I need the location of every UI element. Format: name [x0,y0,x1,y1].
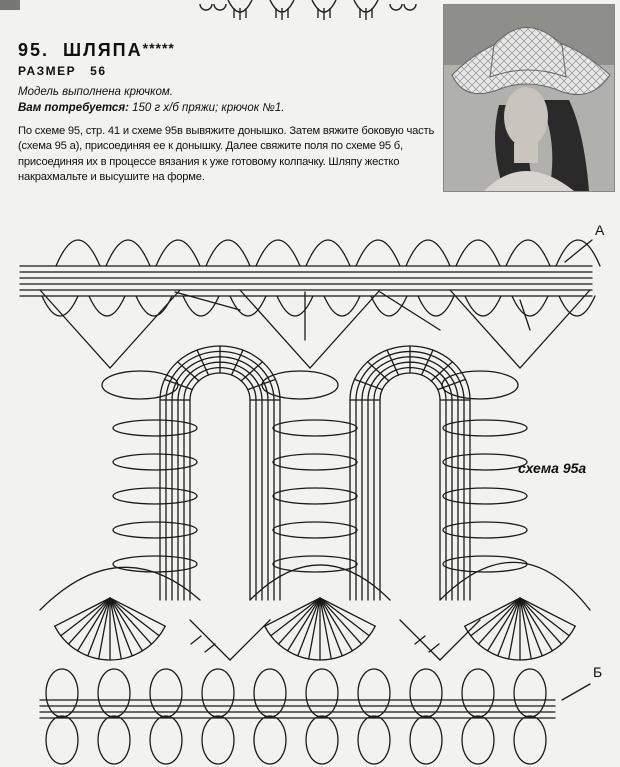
materials-text: 150 г х/б пряжи; крючок №1. [132,102,285,114]
marker-b: Б [593,664,603,680]
marker-a: А [595,222,605,238]
materials-label: Вам потребуется: [18,102,129,114]
pattern-title: ШЛЯПА [63,40,143,60]
instructions-text: По схеме 95, стр. 41 и схеме 95в вывяжите донышко. Затем вяжите боковую часть (схема 95 а), присоединяя ее к донышку. Далее свяжите поля по схеме 95 б, присоединяя их в процессе вязания к уже готовому колпачку. Шляпу жестко накрахмальте и высушите на форме. [18,125,435,183]
size-label: РАЗМЕР [18,64,77,78]
scheme-caption: схема 95а [518,460,587,476]
difficulty-stars: ***** [142,40,175,56]
pattern-number: 95. [18,40,50,60]
size-value: 56 [90,64,107,78]
model-note: Модель выполнена крючком. [18,86,173,98]
